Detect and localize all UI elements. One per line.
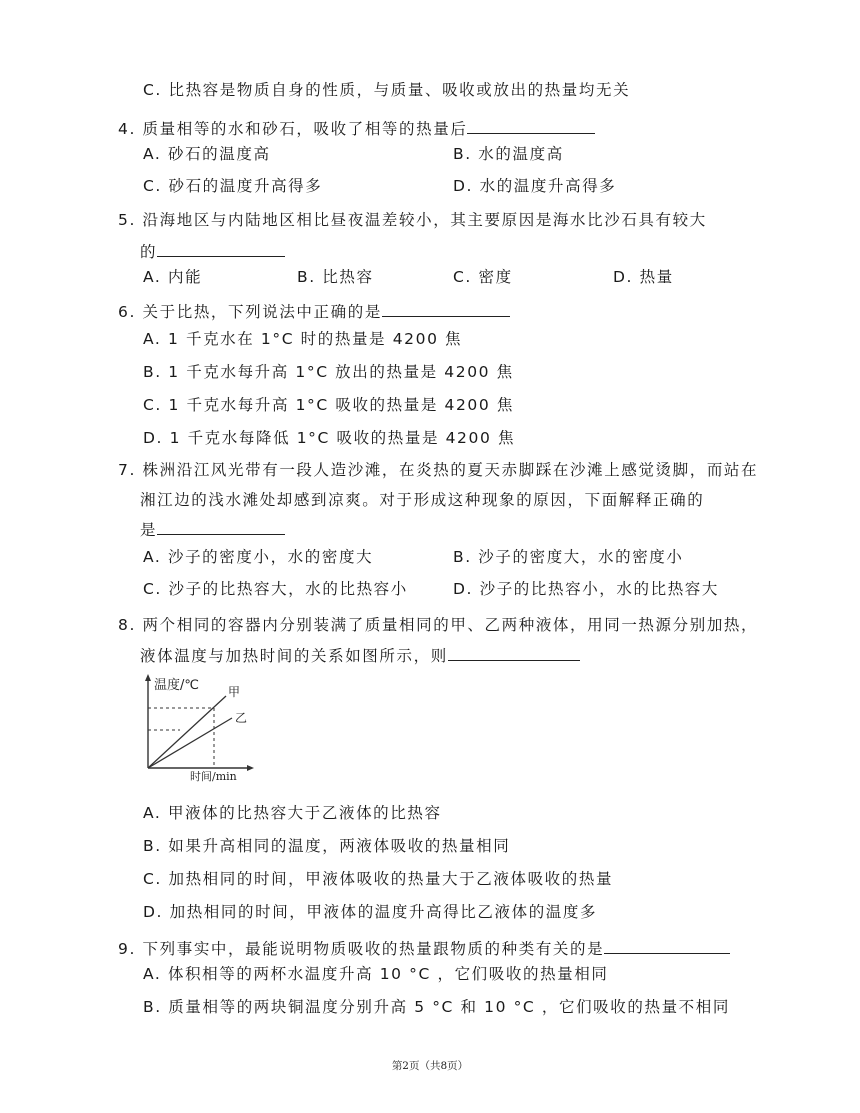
q5-option-a: A. 内能 <box>143 268 203 286</box>
answer-blank[interactable] <box>448 644 580 661</box>
q7-stem-text: 是 <box>140 521 158 539</box>
q7-stem-line3 <box>140 518 285 540</box>
q6-option-b: B. 1 千克水每升高 1°C 放出的热量是 4200 焦 <box>143 363 514 381</box>
q9-stem <box>118 937 730 959</box>
q4-stem-text: 4. 质量相等的水和砂石，吸收了相等的热量后 <box>118 120 468 138</box>
answer-blank[interactable] <box>157 240 285 257</box>
q7-stem-line2: 湘江边的浅水滩处却感到凉爽。对于形成这种现象的原因，下面解释正确的 <box>140 491 705 509</box>
q5-stem-text: 的 <box>140 243 158 261</box>
q8-option-c: C. 加热相同的时间，甲液体吸收的热量大于乙液体吸收的热量 <box>143 870 614 888</box>
q7-option-c: C. 沙子的比热容大，水的比热容小 <box>143 580 408 598</box>
q7-option-a: A. 沙子的密度小，水的密度大 <box>143 548 374 566</box>
q7-stem-line1: 7. 株洲沿江风光带有一段人造沙滩，在炎热的夏天赤脚踩在沙滩上感觉烫脚，而站在 <box>118 461 759 479</box>
q6-option-a: A. 1 千克水在 1°C 时的热量是 4200 焦 <box>143 330 463 348</box>
page-footer: 第2页（共8页） <box>391 1060 469 1072</box>
q9-stem-text: 9. 下列事实中，最能说明物质吸收的热量跟物质的种类有关的是 <box>118 940 605 958</box>
temperature-time-graph <box>140 672 260 782</box>
q5-option-c: C. 密度 <box>453 268 513 286</box>
x-axis-label: 时间/min <box>190 770 237 782</box>
q4-option-d: D. 水的温度升高得多 <box>453 177 617 195</box>
q8-option-d: D. 加热相同的时间，甲液体的温度升高得比乙液体的温度多 <box>143 903 598 921</box>
q8-stem-text: 液体温度与加热时间的关系如图所示，则 <box>140 647 448 665</box>
q5-option-b: B. 比热容 <box>297 268 374 286</box>
answer-blank[interactable] <box>382 300 510 317</box>
q7-option-b: B. 沙子的密度大，水的密度小 <box>453 548 684 566</box>
q3-option-c: C. 比热容是物质自身的性质，与质量、吸收或放出的热量均无关 <box>143 81 631 99</box>
line-yi-label: 乙 <box>235 711 248 725</box>
y-axis-label: 温度/℃ <box>154 678 199 693</box>
q6-option-c: C. 1 千克水每升高 1°C 吸收的热量是 4200 焦 <box>143 396 514 414</box>
q9-option-b: B. 质量相等的两块铜温度分别升高 5 °C 和 10 °C ，它们吸收的热量不相同 <box>143 998 730 1016</box>
q5-stem-line2 <box>140 240 285 262</box>
q7-option-d: D. 沙子的比热容小，水的比热容大 <box>453 580 719 598</box>
q6-stem-text: 6. 关于比热，下列说法中正确的是 <box>118 303 382 321</box>
line-yi <box>148 718 232 768</box>
q5-stem-line1: 5. 沿海地区与内陆地区相比昼夜温差较小，其主要原因是海水比沙石具有较大 <box>118 211 707 229</box>
y-axis-arrow-icon <box>145 674 151 681</box>
q4-option-b: B. 水的温度高 <box>453 145 564 163</box>
q8-option-b: B. 如果升高相同的温度，两液体吸收的热量相同 <box>143 837 511 855</box>
x-axis-arrow-icon <box>247 765 254 771</box>
q8-stem-line1: 8. 两个相同的容器内分别装满了质量相同的甲、乙两种液体，用同一热源分别加热， <box>118 616 759 634</box>
q8-option-a: A. 甲液体的比热容大于乙液体的比热容 <box>143 804 442 822</box>
q4-option-a: A. 砂石的温度高 <box>143 145 271 163</box>
answer-blank[interactable] <box>157 518 285 535</box>
line-jia-label: 甲 <box>228 685 241 699</box>
q9-option-a: A. 体积相等的两杯水温度升高 10 °C ，它们吸收的热量相同 <box>143 965 609 983</box>
answer-blank[interactable] <box>467 117 595 134</box>
answer-blank[interactable] <box>604 937 730 954</box>
q6-stem <box>118 300 510 322</box>
q4-option-c: C. 砂石的温度升高得多 <box>143 177 323 195</box>
q4-stem <box>118 117 595 139</box>
q6-option-d: D. 1 千克水每降低 1°C 吸收的热量是 4200 焦 <box>143 429 516 447</box>
q8-stem-line2 <box>140 644 580 666</box>
q5-option-d: D. 热量 <box>613 268 674 286</box>
